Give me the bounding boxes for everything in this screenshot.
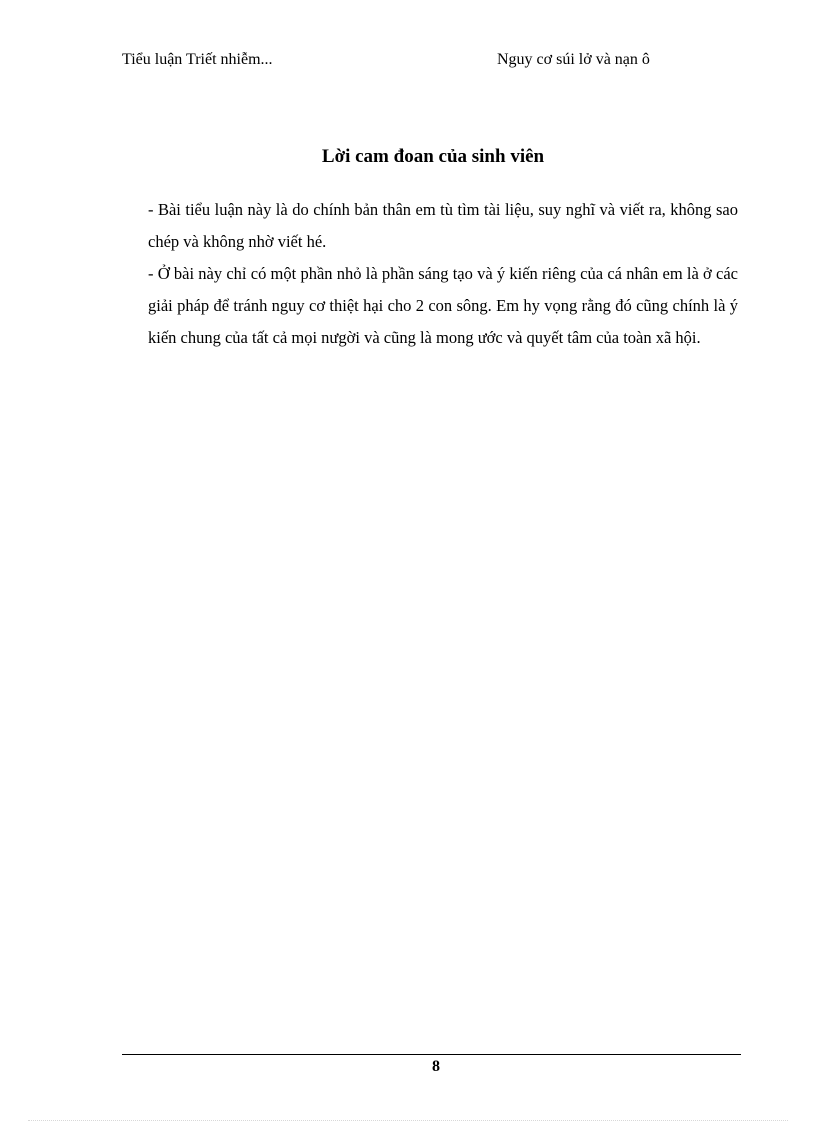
document-body — [148, 194, 738, 354]
page-number: 8 — [432, 1058, 440, 1075]
page-edge-divider — [28, 1120, 788, 1121]
header-right-title: Nguy cơ súi lở và nạn ô — [497, 51, 650, 68]
paragraph: - Ở bài này chỉ có một phần nhỏ là phần sáng tạo và ý kiến riêng của cá nhân em là ở các giải pháp để tránh nguy cơ thiệt hại cho 2 con sông. Em hy vọng rằng đó cũng chính là ý kiến chung của tất cả mọi nưgời và cũng là mong ước và quyết tâm của toàn xã hội. — [148, 264, 738, 347]
footer-divider — [122, 1054, 741, 1055]
header-left-title: Tiểu luận Triết nhiễm... — [122, 51, 273, 68]
page-title: Lời cam đoan của sinh viên — [321, 146, 545, 167]
paragraph: - Bài tiểu luận này là do chính bản thân em tù tìm tài liệu, suy nghĩ và viết ra, không sao chép và không nhờ viết hé. — [148, 200, 738, 251]
